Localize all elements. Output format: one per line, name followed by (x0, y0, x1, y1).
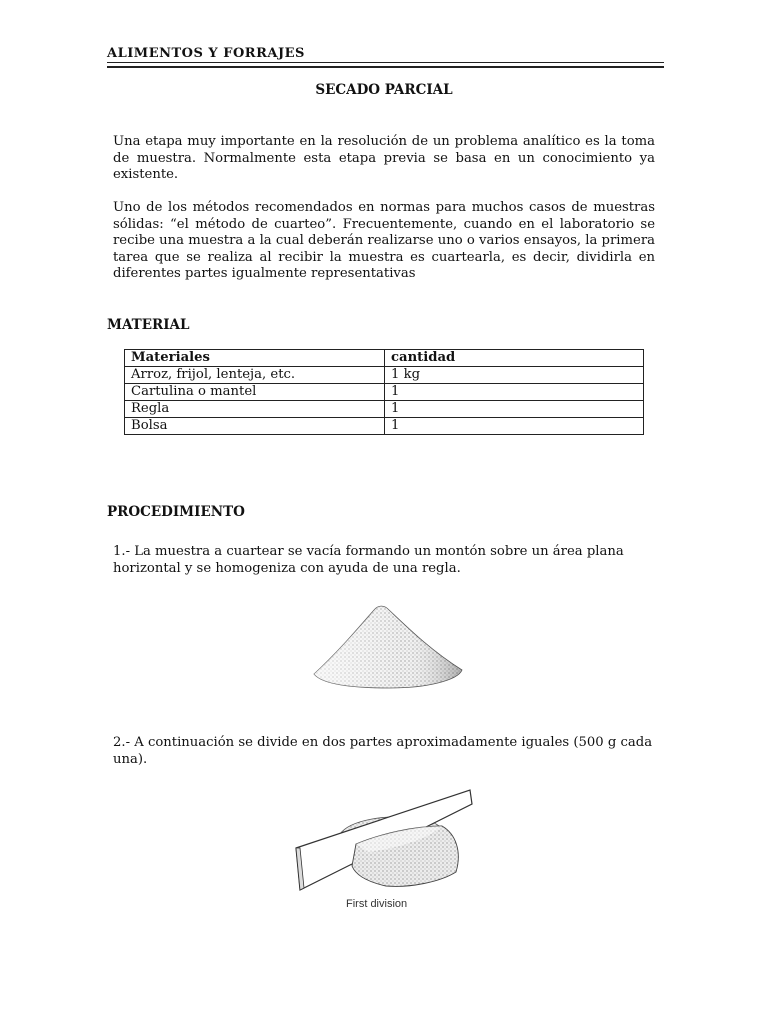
table-cell: Regla (125, 401, 385, 418)
table-cell: 1 (385, 384, 644, 401)
procedure-step-1: 1.- La muestra a cuartear se vacía formando un montón sobre un área plana horizontal y se homogeniza con ayuda de una regla. (113, 544, 624, 576)
table-cell: Bolsa (125, 418, 385, 435)
document-title: SECADO PARCIAL (315, 82, 453, 98)
table-cell: 1 (385, 401, 644, 418)
table-row (125, 401, 644, 418)
header-rule-thick (107, 66, 664, 68)
table-row (125, 384, 644, 401)
running-header: ALIMENTOS Y FORRAJES (107, 46, 305, 61)
column-header-materiales: Materiales (125, 350, 385, 367)
intro-paragraph-2: Uno de los métodos recomendados en normas para muchos casos de muestras sólidas: “el método de cuarteo”. Frecuentemente, cuando en el laboratorio se recibe una muestra a la cual deberán realizarse uno o varios ensayos, la primera tarea que se realiza al recibir la muestra es cuartearla, es decir, dividirla en diferentes partes igualmente representativas (113, 200, 655, 282)
procedure-step-2: 2.- A continuación se divide en dos partes aproximadamente iguales (500 g cada una). (113, 735, 653, 767)
table-row (125, 367, 644, 384)
sample-pile-illustration (308, 600, 468, 692)
first-division-illustration (290, 786, 480, 916)
header-rule-thin (107, 62, 664, 63)
material-heading: MATERIAL (107, 317, 190, 333)
table-cell: 1 (385, 418, 644, 435)
table-cell: Cartulina o mantel (125, 384, 385, 401)
intro-paragraph-1: Una etapa muy importante en la resolución de un problema analítico es la toma de muestra. Normalmente esta etapa previa se basa en un conocimiento ya existente. (113, 134, 655, 183)
table-header-row (125, 350, 644, 367)
figure-caption: First division (346, 898, 408, 910)
materials-table (124, 349, 644, 435)
column-header-cantidad: cantidad (385, 350, 644, 367)
table-cell: Arroz, frijol, lenteja, etc. (125, 367, 385, 384)
table-cell: 1 kg (385, 367, 644, 384)
procedure-heading: PROCEDIMIENTO (107, 504, 245, 520)
table-row (125, 418, 644, 435)
